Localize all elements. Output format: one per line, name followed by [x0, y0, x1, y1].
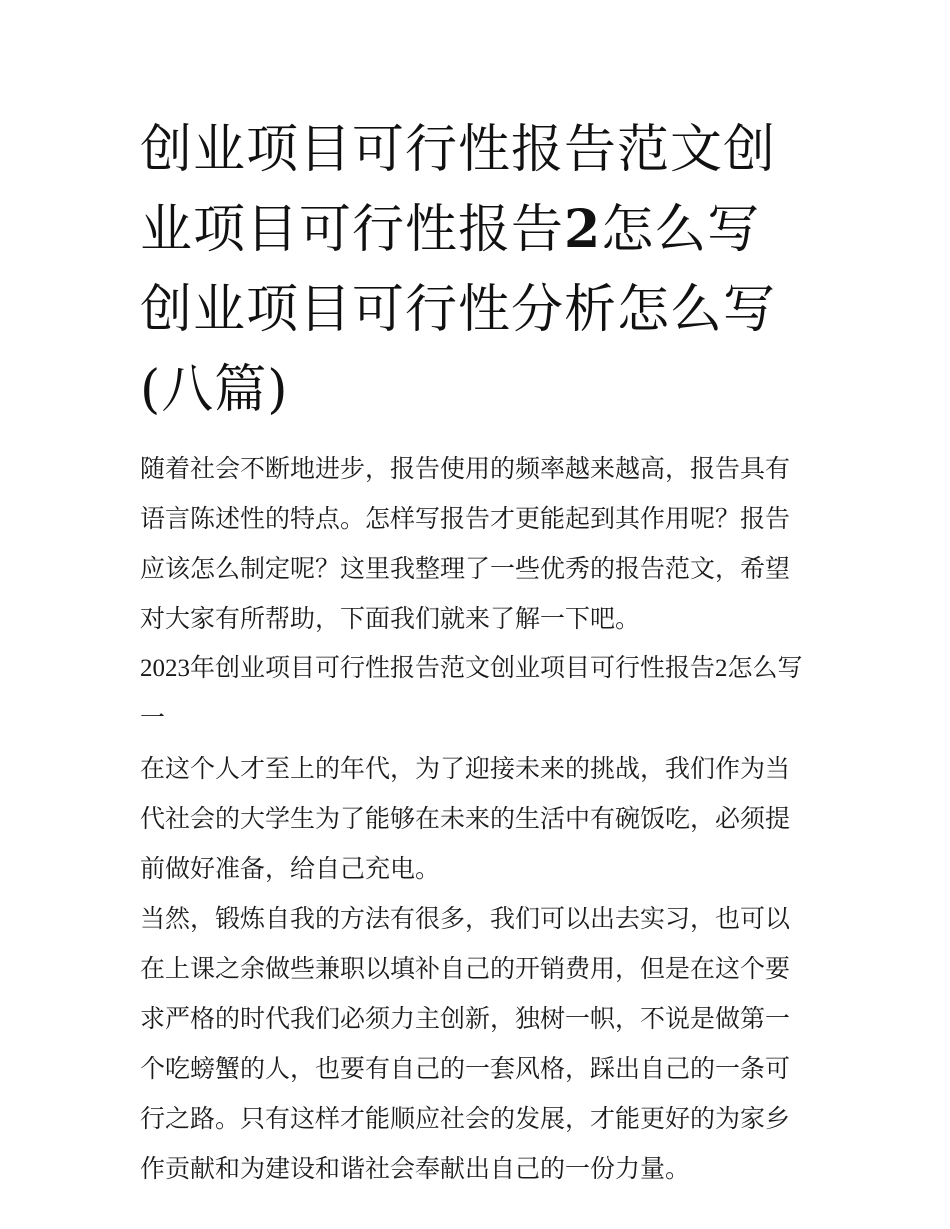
title-text-part1: 创业项目可行性报告范文创业项目可行性报告: [140, 120, 777, 260]
body-paragraph-2: 当然，锻炼自我的方法有很多，我们可以出去实习，也可以在上课之余做些兼职以填补自己的开销费用，但是在这个要求严格的时代我们必须力主创新，独树一帜，不说是做第一个吃螃蟹的人，也要有自己的一套风格，踩出自己的一条可行之路。只有这样才能顺应社会的发展，才能更好的为家乡作贡献和为建设和谐社会奉献出自己的一份力量。: [140, 904, 791, 1183]
body-paragraph-1: 在这个人才至上的年代，为了迎接未来的挑战，我们作为当代社会的大学生为了能够在未来的生活中有碗饭吃，必须提前做好准备，给自己充电。: [140, 754, 791, 883]
document-title: [140, 110, 812, 430]
title-number: 2: [564, 199, 602, 260]
section-heading: 2023年创业项目可行性报告范文创业项目可行性报告2怎么写一: [140, 655, 803, 732]
document-page: [140, 110, 812, 1194]
title-text-part2: 怎么写 创业项目可行性分析怎么写(八篇): [140, 200, 777, 420]
intro-paragraph: 随着社会不断地进步，报告使用的频率越来越高，报告具有语言陈述性的特点。怎样写报告才更能起到其作用呢？报告应该怎么制定呢？这里我整理了一些优秀的报告范文，希望对大家有所帮助，下面我们就来了解一下吧。: [140, 454, 791, 633]
